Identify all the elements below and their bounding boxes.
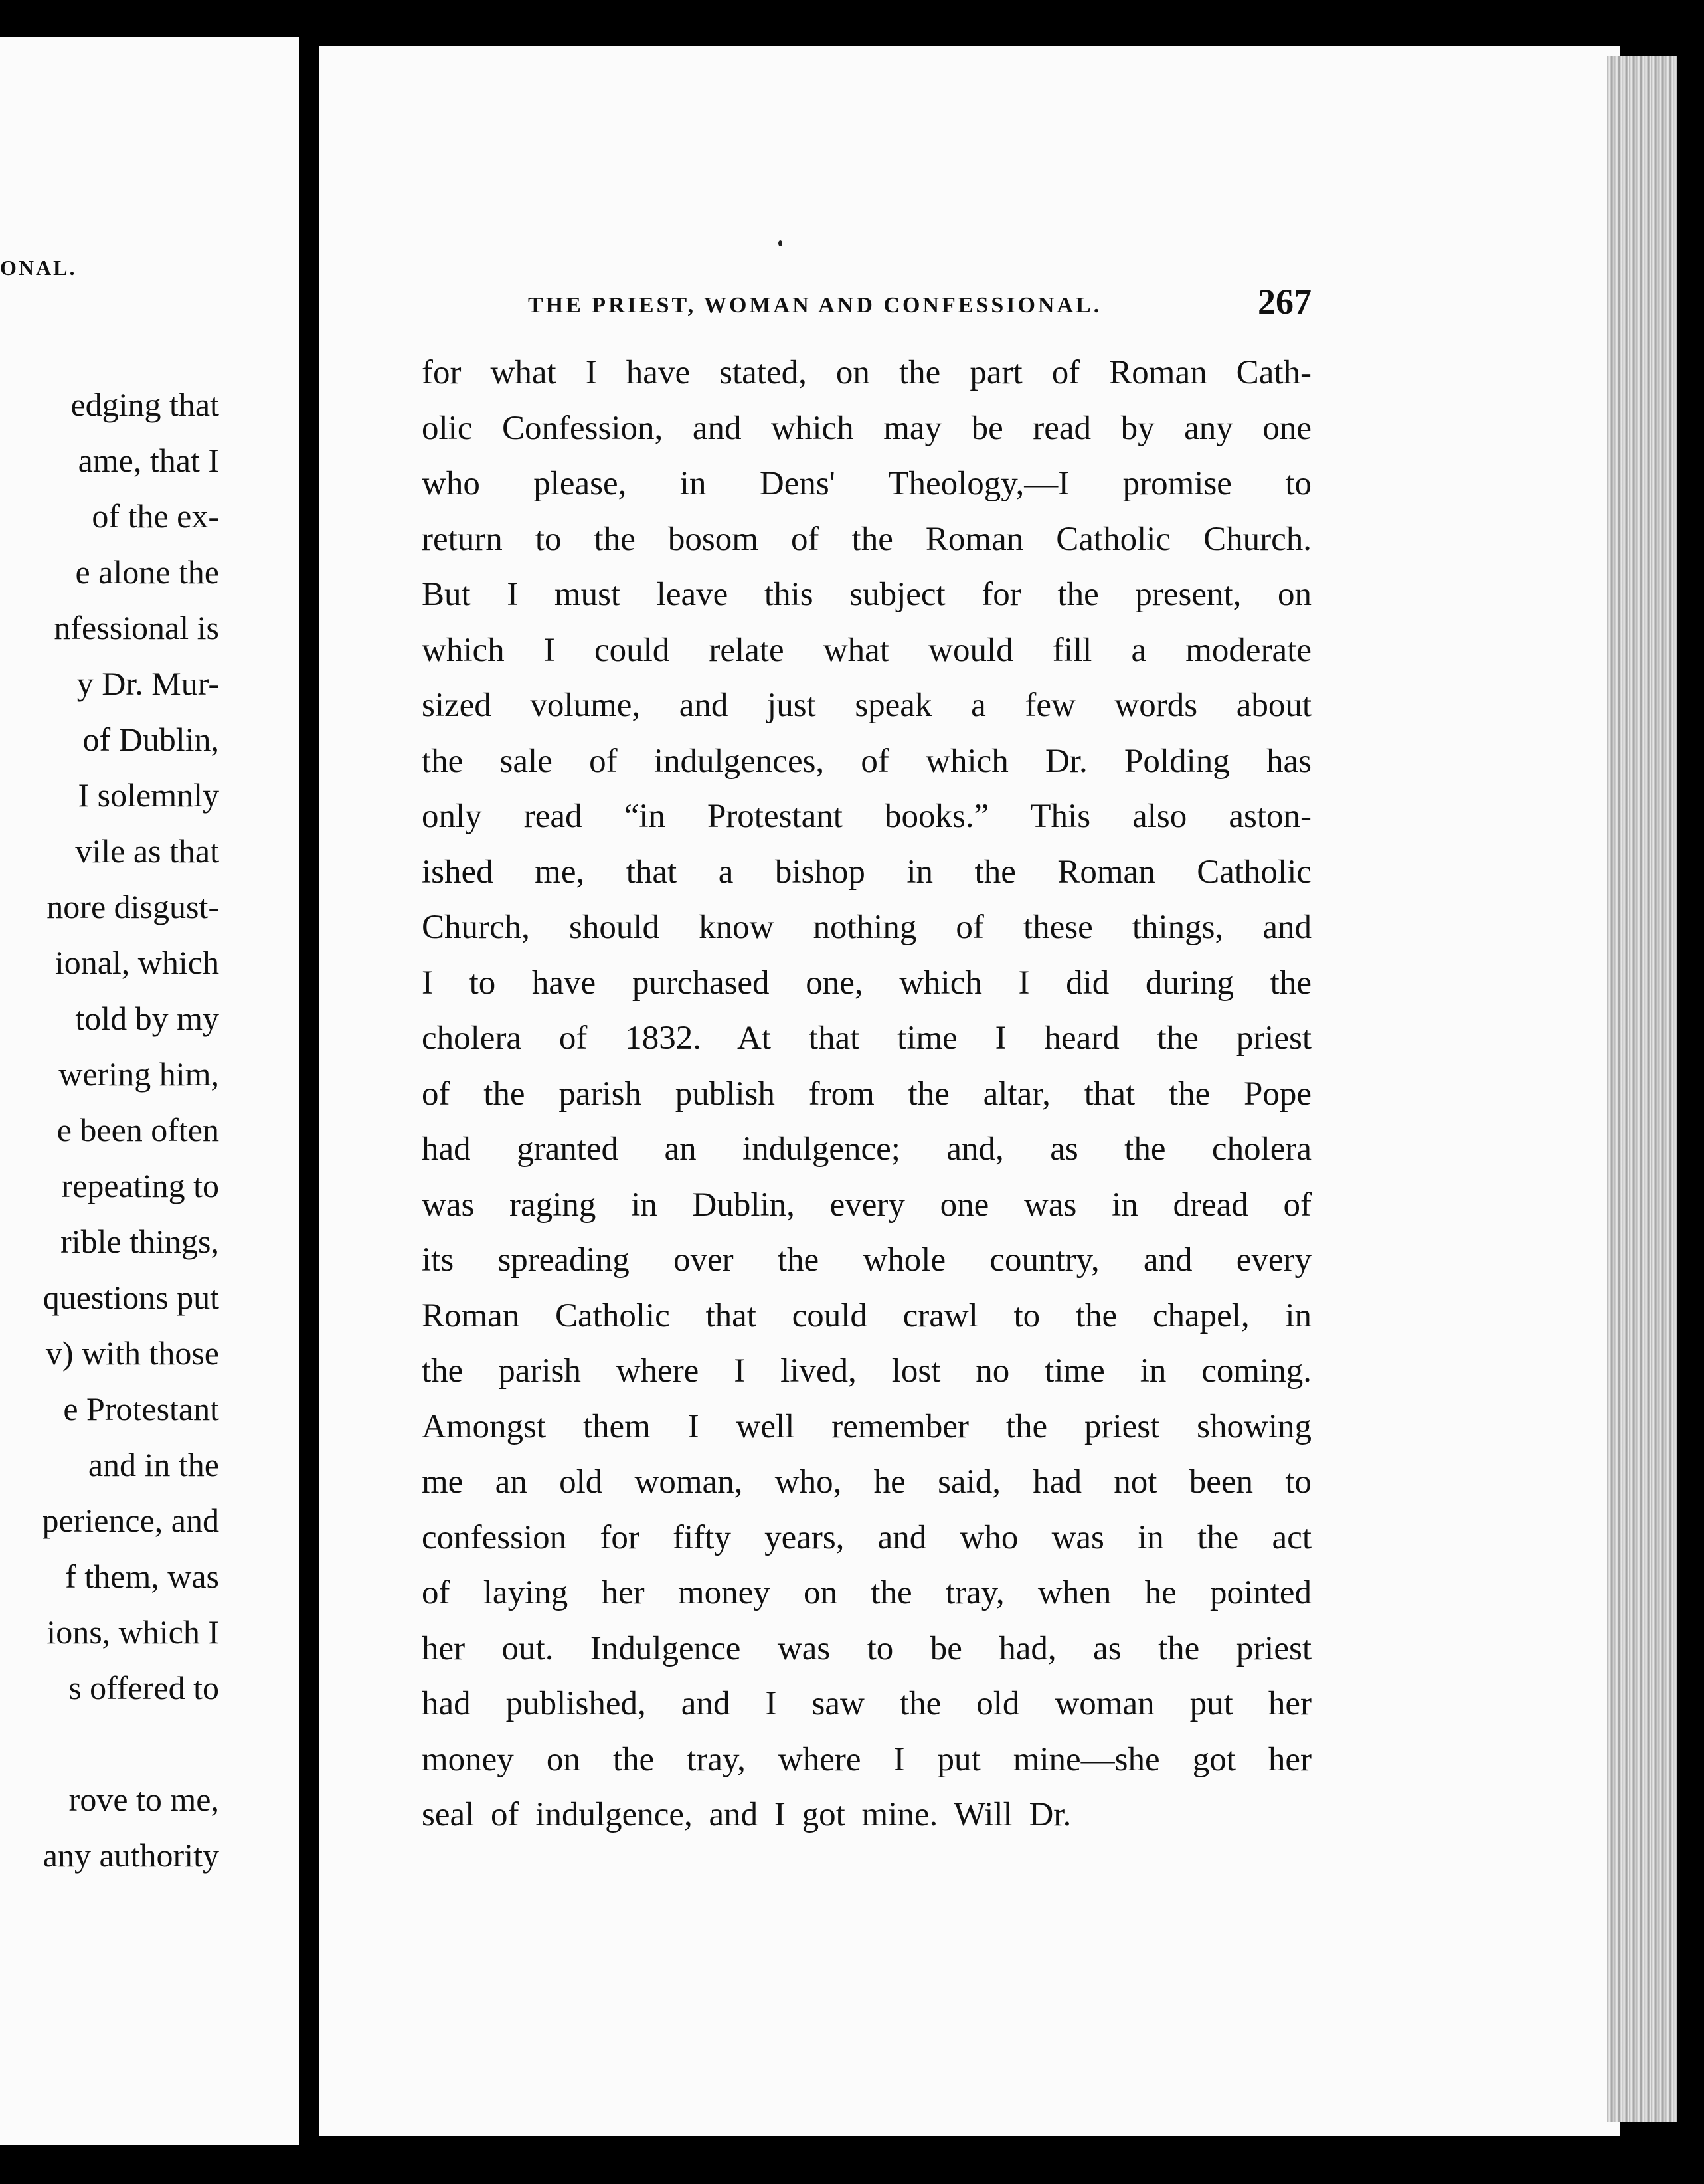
text-line: the parish where I lived, lost no time in coming. — [422, 1352, 1312, 1390]
running-head — [528, 276, 1312, 322]
text-line: had published, and I saw the old woman put her — [422, 1685, 1312, 1722]
text-line: I to have purchased one, which I did during the — [422, 964, 1312, 1002]
left-line: edging that — [70, 386, 219, 423]
left-running-head: ONAL. — [0, 256, 77, 280]
text-line: of the parish publish from the altar, that the Pope — [422, 1075, 1312, 1113]
page-edge-stack — [1607, 56, 1677, 2122]
text-line: which I could relate what would fill a moderate — [422, 631, 1312, 669]
book-gutter — [299, 37, 313, 2145]
left-line: and in the — [88, 1446, 219, 1483]
text-line: only read “in Protestant books.” This also aston- — [422, 798, 1312, 835]
left-line: ame, that I — [78, 442, 219, 479]
left-line: nore disgust- — [46, 888, 219, 925]
text-line: her out. Indulgence was to be had, as the priest — [422, 1629, 1312, 1667]
text-line: of laying her money on the tray, when he pointed — [422, 1574, 1312, 1611]
left-line: e been often — [56, 1111, 219, 1148]
text-line: for what I have stated, on the part of Roman Cath- — [422, 354, 1312, 391]
left-line: nfessional is — [54, 609, 219, 646]
left-line: vile as that — [75, 832, 219, 869]
body-text — [422, 345, 1312, 1843]
left-line: perience, and — [42, 1502, 219, 1539]
left-line: rible things, — [60, 1223, 219, 1260]
text-line: return to the bosom of the Roman Catholic Church. — [422, 520, 1312, 558]
left-line: repeating to — [61, 1167, 219, 1204]
text-line: was raging in Dublin, every one was in dread of — [422, 1186, 1312, 1224]
text-line: sized volume, and just speak a few words about — [422, 687, 1312, 724]
left-line: v) with those — [45, 1334, 219, 1372]
text-line: its spreading over the whole country, and every — [422, 1241, 1312, 1279]
left-line: s offered to — [68, 1669, 219, 1706]
text-line: Church, should know nothing of these things, and — [422, 909, 1312, 946]
left-line-blank — [42, 1716, 219, 1772]
text-line: ished me, that a bishop in the Roman Catholic — [422, 853, 1312, 891]
text-line: confession for fifty years, and who was in the act — [422, 1518, 1312, 1556]
text-line: cholera of 1832. At that time I heard the priest — [422, 1020, 1312, 1057]
left-line: wering him, — [58, 1055, 219, 1093]
left-line: I solemnly — [78, 776, 219, 814]
left-line: told by my — [75, 1000, 219, 1037]
text-line: olic Confession, and which may be read by any one — [422, 409, 1312, 447]
text-line: the sale of indulgences, of which Dr. Polding has — [422, 742, 1312, 780]
left-line: questions put — [43, 1279, 219, 1316]
left-line: ional, which — [54, 944, 219, 981]
running-title: THE PRIEST, WOMAN AND CONFESSIONAL. — [528, 293, 1102, 318]
ink-speck — [778, 240, 782, 246]
left-line: of the ex- — [92, 498, 219, 535]
left-line: e alone the — [75, 553, 219, 591]
text-line: Amongst them I well remember the priest showing — [422, 1408, 1312, 1445]
left-line: any authority — [43, 1837, 219, 1874]
page-number: 267 — [1258, 282, 1312, 321]
left-line: of Dublin, — [82, 721, 219, 758]
text-line: But I must leave this subject for the present, on — [422, 576, 1312, 613]
left-page-text — [42, 377, 219, 1883]
text-line: who please, in Dens' Theology,—I promise to — [422, 465, 1312, 502]
text-line: had granted an indulgence; and, as the cholera — [422, 1131, 1312, 1168]
left-page — [0, 37, 299, 2145]
text-line: money on the tray, where I put mine—she got her — [422, 1740, 1312, 1778]
left-line: rove to me, — [68, 1781, 219, 1818]
left-line: e Protestant — [63, 1390, 219, 1427]
text-line: me an old woman, who, he said, had not been to — [422, 1463, 1312, 1501]
left-line: f them, was — [65, 1558, 219, 1595]
left-line: y Dr. Mur- — [76, 665, 219, 702]
text-line: seal of indulgence, and I got mine. Will Dr. — [422, 1796, 1072, 1833]
left-line: ions, which I — [46, 1613, 219, 1651]
text-line: Roman Catholic that could crawl to the chapel, in — [422, 1297, 1312, 1334]
